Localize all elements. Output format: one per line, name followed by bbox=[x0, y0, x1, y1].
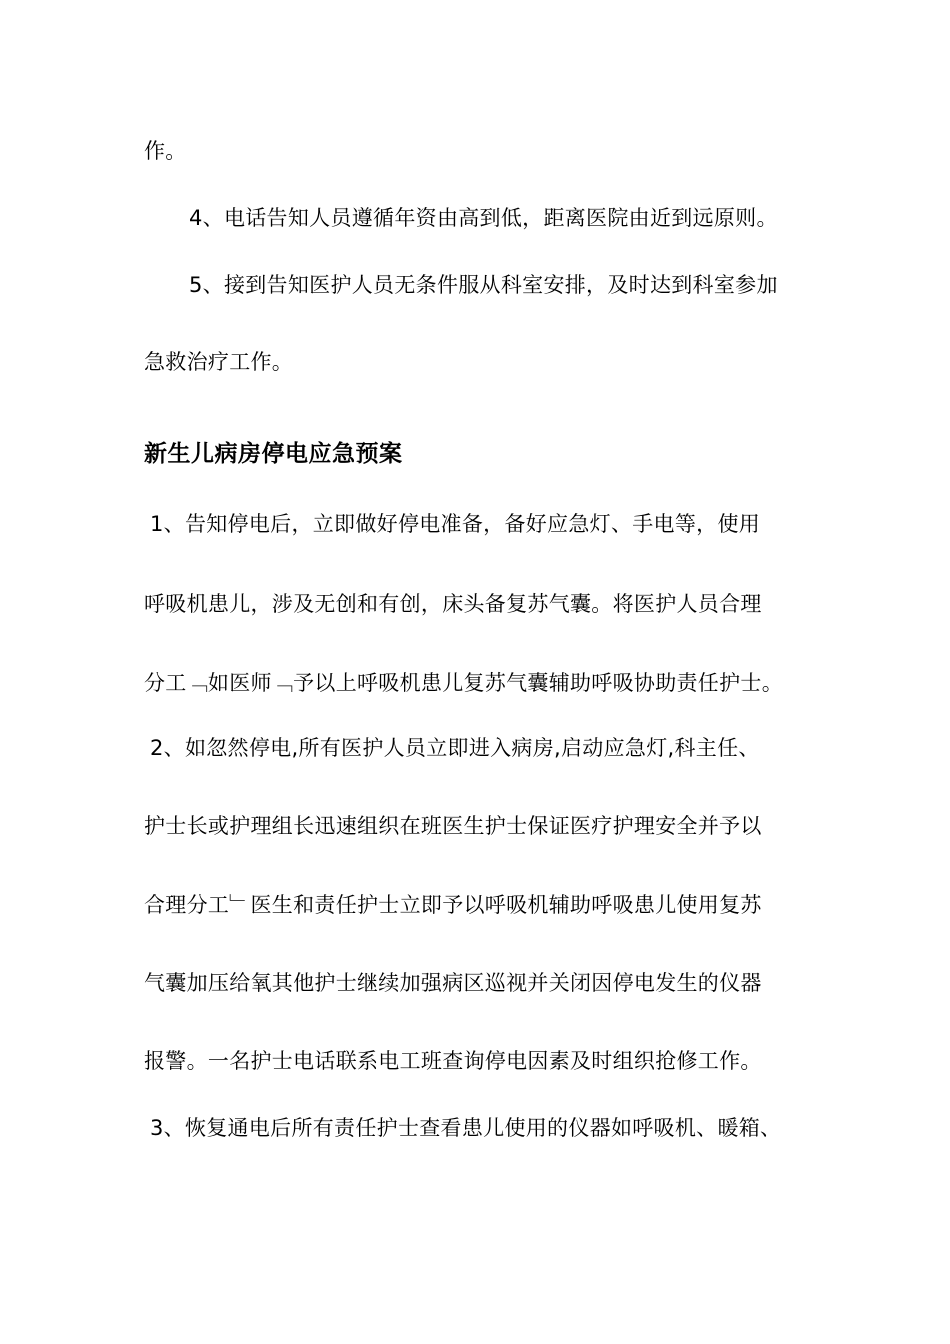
paragraph-line: 护士长或护理组长迅速组织在班医生护士保证医疗护理安全并予以 bbox=[144, 814, 762, 838]
paragraph-line: 报警。一名护士电话联系电工班查询停电因素及时组织抢修工作。 bbox=[144, 1049, 762, 1073]
paragraph-line: 2、如忽然停电,所有医护人员立即进入病房,启动应急灯,科主任、 bbox=[150, 736, 760, 760]
paragraph-line: 1、告知停电后，立即做好停电准备，备好应急灯、手电等，使用 bbox=[150, 512, 761, 536]
paragraph-line: 5、接到告知医护人员无条件服从科室安排，及时达到科室参加 bbox=[189, 273, 778, 297]
paragraph-line: 气囊加压给氧其他护士继续加强病区巡视并关闭因停电发生的仪器 bbox=[144, 971, 762, 995]
paragraph-line: 急救治疗工作。 bbox=[144, 350, 294, 374]
paragraph-line: 呼吸机患儿，涉及无创和有创，床头备复苏气囊。将医护人员合理 bbox=[144, 592, 762, 616]
paragraph-line: 分工﹁如医师﹁予以上呼吸机患儿复苏气囊辅助呼吸协助责任护士。 bbox=[144, 671, 783, 695]
section-title: 新生儿病房停电应急预案 bbox=[144, 441, 403, 467]
paragraph-line: 作。 bbox=[144, 139, 187, 163]
paragraph-line: 4、电话告知人员遵循年资由高到低，距离医院由近到远原则。 bbox=[189, 206, 778, 230]
paragraph-line: 合理分工﹂医生和责任护士立即予以呼吸机辅助呼吸患儿使用复苏 bbox=[144, 893, 762, 917]
paragraph-line: 3、恢复通电后所有责任护士查看患儿使用的仪器如呼吸机、暖箱、 bbox=[150, 1116, 782, 1140]
